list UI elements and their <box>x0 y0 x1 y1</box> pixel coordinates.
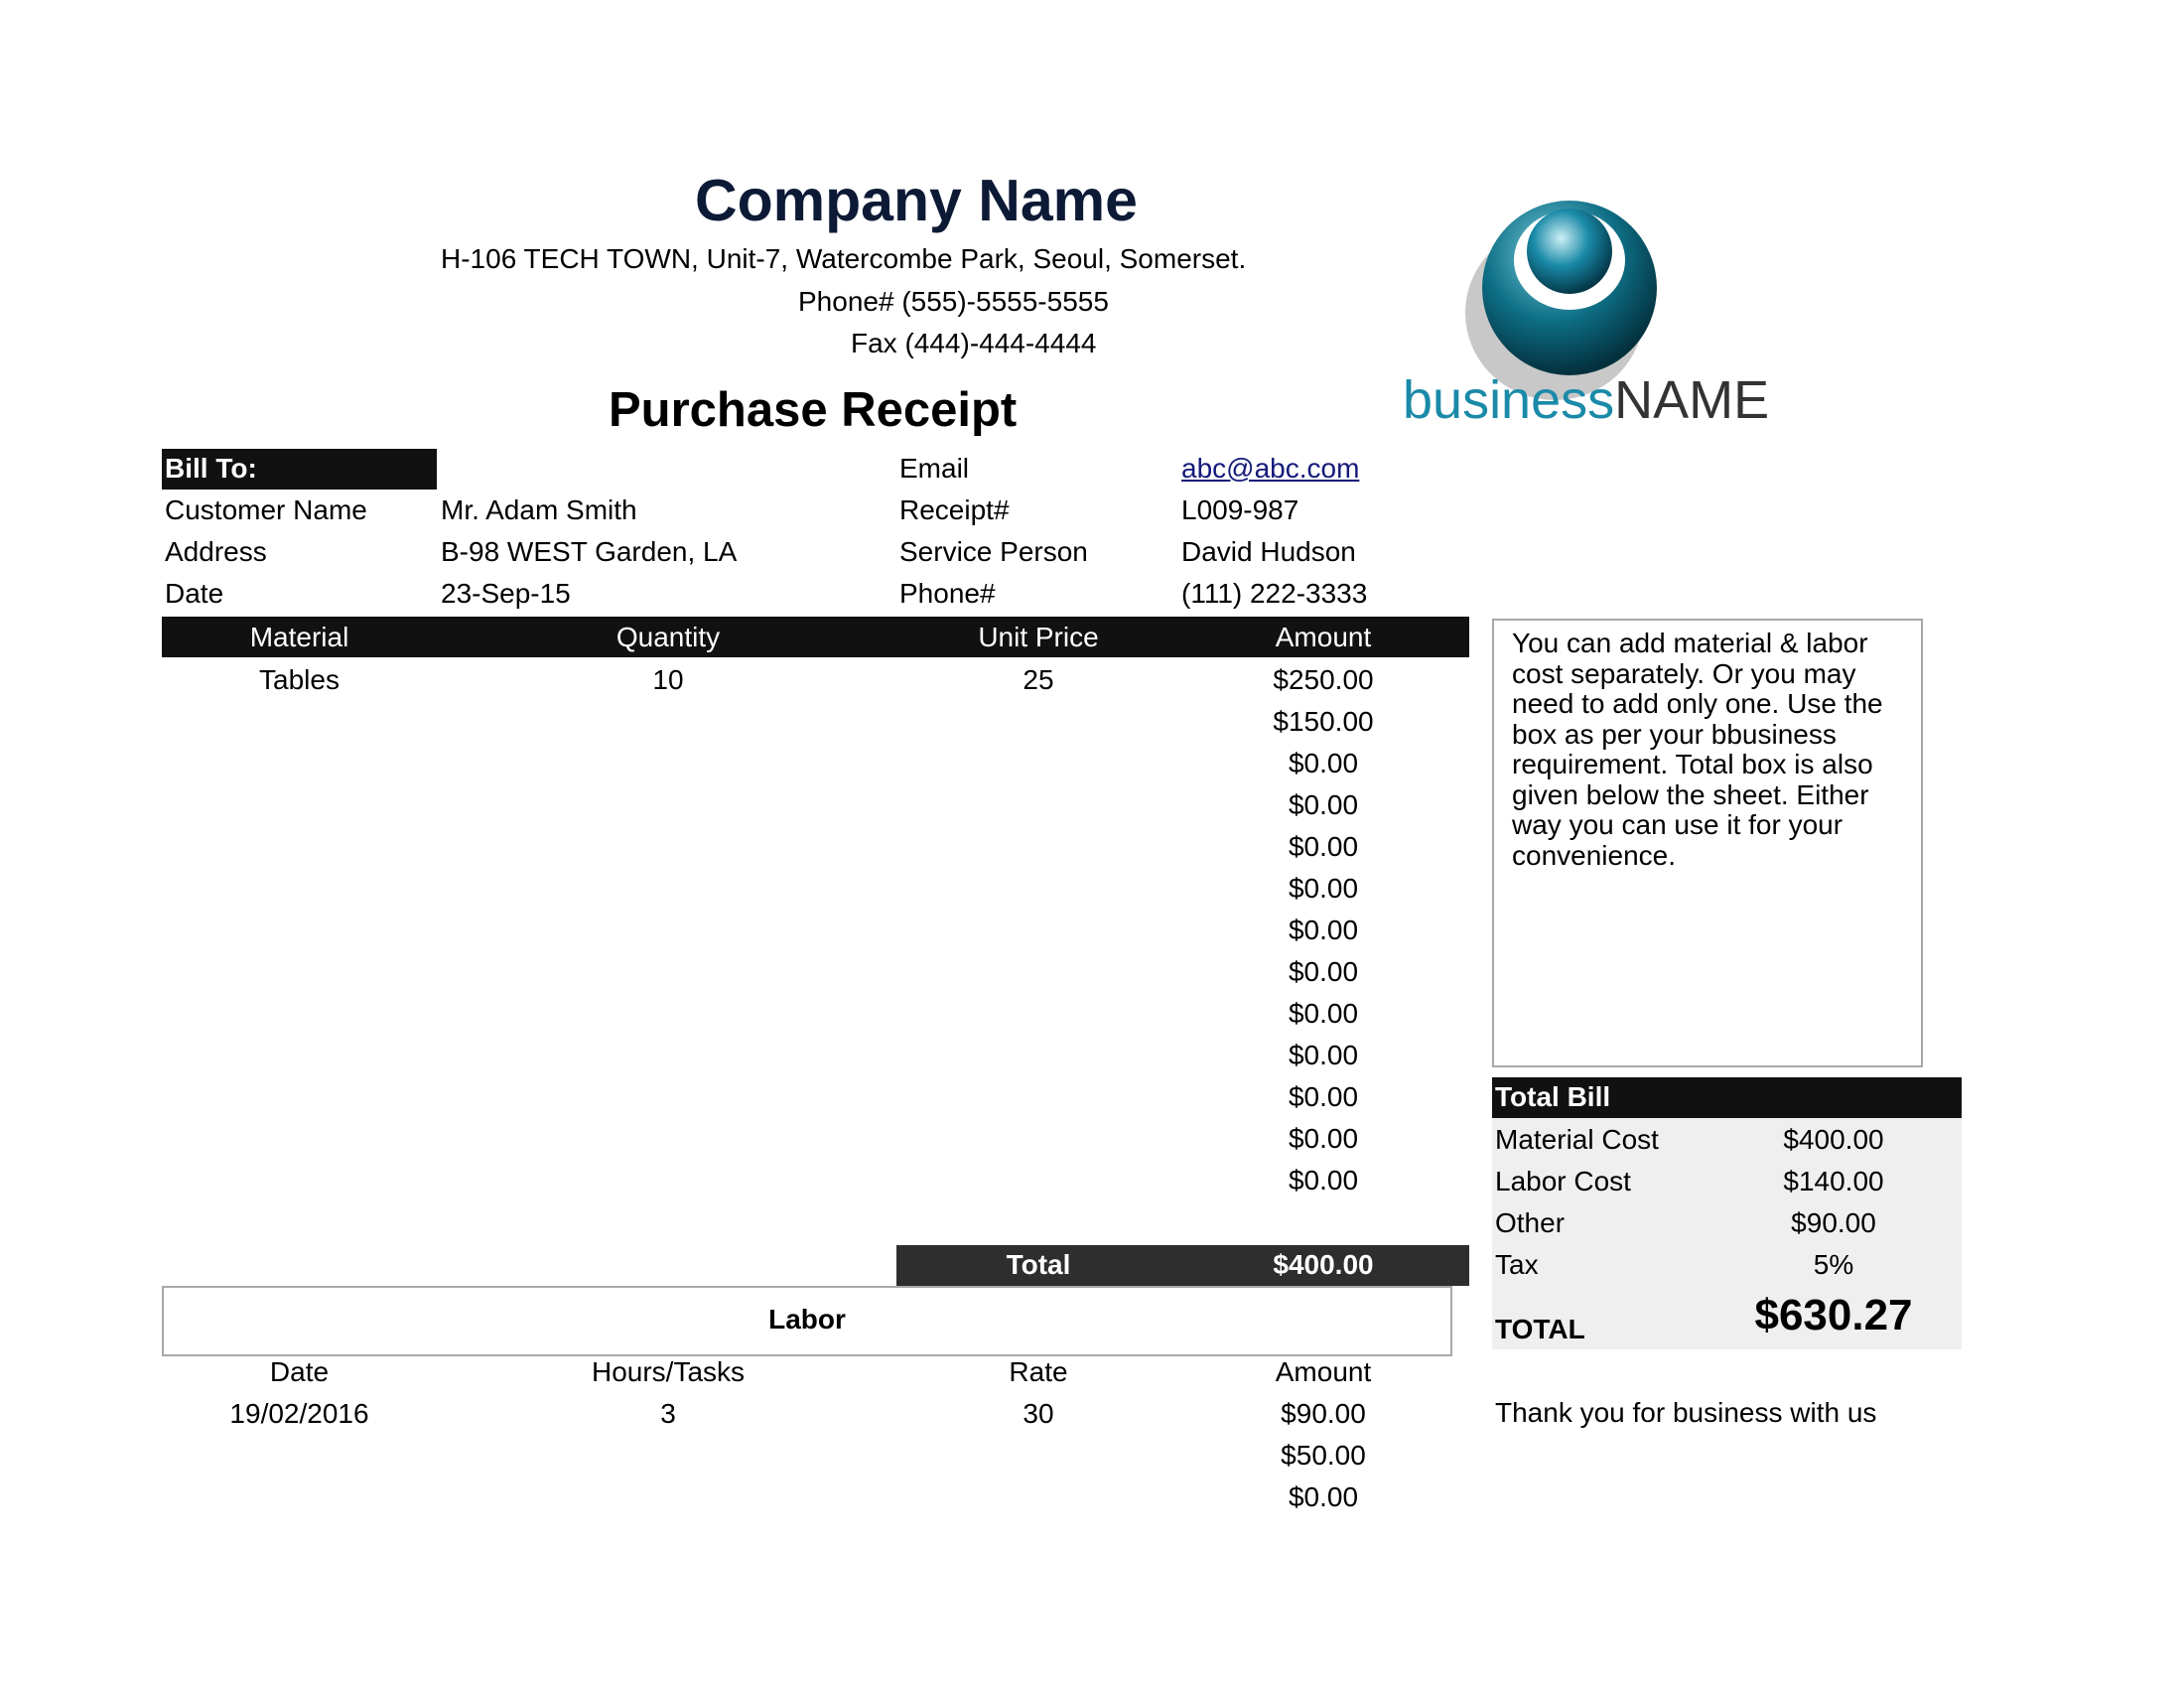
business-logo <box>1403 199 1770 437</box>
quantity-cell: 10 <box>652 664 684 695</box>
address-value: B-98 WEST Garden, LA <box>441 536 738 567</box>
labor-amount-header: Amount <box>1275 1356 1372 1387</box>
material-cost-value: $400.00 <box>1783 1124 1884 1155</box>
contact-phone-value: (111) 222-3333 <box>1181 578 1368 609</box>
address-label: Address <box>165 536 267 567</box>
labor-date-header: Date <box>269 1356 330 1387</box>
note-text: You can add material & labor cost separately. Or you may need to add only one. Use the box as per your bbusiness requirement. Total box is also given below the sheet. Either way you can use it for your convenience. <box>1512 628 1883 871</box>
grand-total-value: $630.27 <box>1754 1291 1913 1339</box>
email-label: Email <box>899 453 970 484</box>
logo-wordmark: businessNAME <box>1403 370 1770 430</box>
labor-cost-label: Labor Cost <box>1495 1166 1631 1196</box>
company-name: Company Name <box>695 168 1138 233</box>
labor-title: Labor <box>768 1304 846 1335</box>
material-amount: $0.00 <box>1288 789 1359 820</box>
material-header: Material <box>249 622 349 652</box>
receipt-label: Receipt# <box>899 494 1010 525</box>
labor-cost-value: $140.00 <box>1783 1166 1884 1196</box>
email-link[interactable]: abc@abc.com <box>1181 453 1360 484</box>
service-person-value: David Hudson <box>1181 536 1356 567</box>
material-amount: $0.00 <box>1288 748 1359 778</box>
material-amount: $0.00 <box>1288 1165 1359 1196</box>
bill-to-heading: Bill To: <box>165 453 257 484</box>
company-address: H-106 TECH TOWN, Unit-7, Watercombe Park, Seoul, Somerset. <box>441 243 1247 274</box>
company-phone: Phone# (555)-5555-5555 <box>798 286 1109 317</box>
material-amount: $0.00 <box>1288 1123 1359 1154</box>
tax-label: Tax <box>1495 1249 1539 1280</box>
unit-price-cell: 25 <box>1023 664 1054 695</box>
material-amount: $150.00 <box>1273 706 1374 737</box>
material-amount: $0.00 <box>1288 914 1359 945</box>
document-title: Purchase Receipt <box>609 383 1018 437</box>
total-bill-heading: Total Bill <box>1495 1081 1611 1112</box>
tax-value: 5% <box>1813 1249 1854 1280</box>
service-person-label: Service Person <box>899 536 1088 567</box>
thank-you-message: Thank you for business with us <box>1495 1397 1877 1428</box>
customer-name-value: Mr. Adam Smith <box>441 494 637 525</box>
material-total-label: Total <box>1006 1249 1071 1280</box>
material-amount: $0.00 <box>1288 831 1359 862</box>
note-box <box>1492 619 1923 1067</box>
material-total-value: $400.00 <box>1273 1249 1374 1280</box>
other-cost-value: $90.00 <box>1791 1207 1876 1238</box>
labor-hours-header: Hours/Tasks <box>591 1356 746 1387</box>
quantity-header: Quantity <box>615 622 721 652</box>
material-cell: Tables <box>259 664 340 695</box>
material-amount: $250.00 <box>1273 664 1374 695</box>
date-value: 23-Sep-15 <box>441 578 571 609</box>
labor-date-cell: 19/02/2016 <box>229 1398 369 1429</box>
other-cost-label: Other <box>1495 1207 1566 1238</box>
material-amount: $0.00 <box>1288 956 1359 987</box>
customer-name-label: Customer Name <box>165 494 367 525</box>
labor-rate-header: Rate <box>1009 1356 1068 1387</box>
unit-price-header: Unit Price <box>978 622 1099 652</box>
material-amount: $0.00 <box>1288 1081 1359 1112</box>
contact-phone-label: Phone# <box>899 578 996 609</box>
labor-rate-cell: 30 <box>1023 1398 1054 1429</box>
material-cost-label: Material Cost <box>1495 1124 1659 1155</box>
labor-amount: $0.00 <box>1288 1481 1359 1512</box>
date-label: Date <box>165 578 224 609</box>
labor-amount: $90.00 <box>1281 1398 1366 1429</box>
amount-header: Amount <box>1275 622 1372 652</box>
material-amount: $0.00 <box>1288 1040 1359 1070</box>
receipt-value: L009-987 <box>1181 494 1299 525</box>
material-amount: $0.00 <box>1288 873 1359 904</box>
labor-hours-cell: 3 <box>660 1398 676 1429</box>
company-fax: Fax (444)-444-4444 <box>851 328 1097 358</box>
material-amount: $0.00 <box>1288 998 1359 1029</box>
grand-total-label: TOTAL <box>1495 1314 1585 1344</box>
labor-amount: $50.00 <box>1281 1440 1366 1471</box>
